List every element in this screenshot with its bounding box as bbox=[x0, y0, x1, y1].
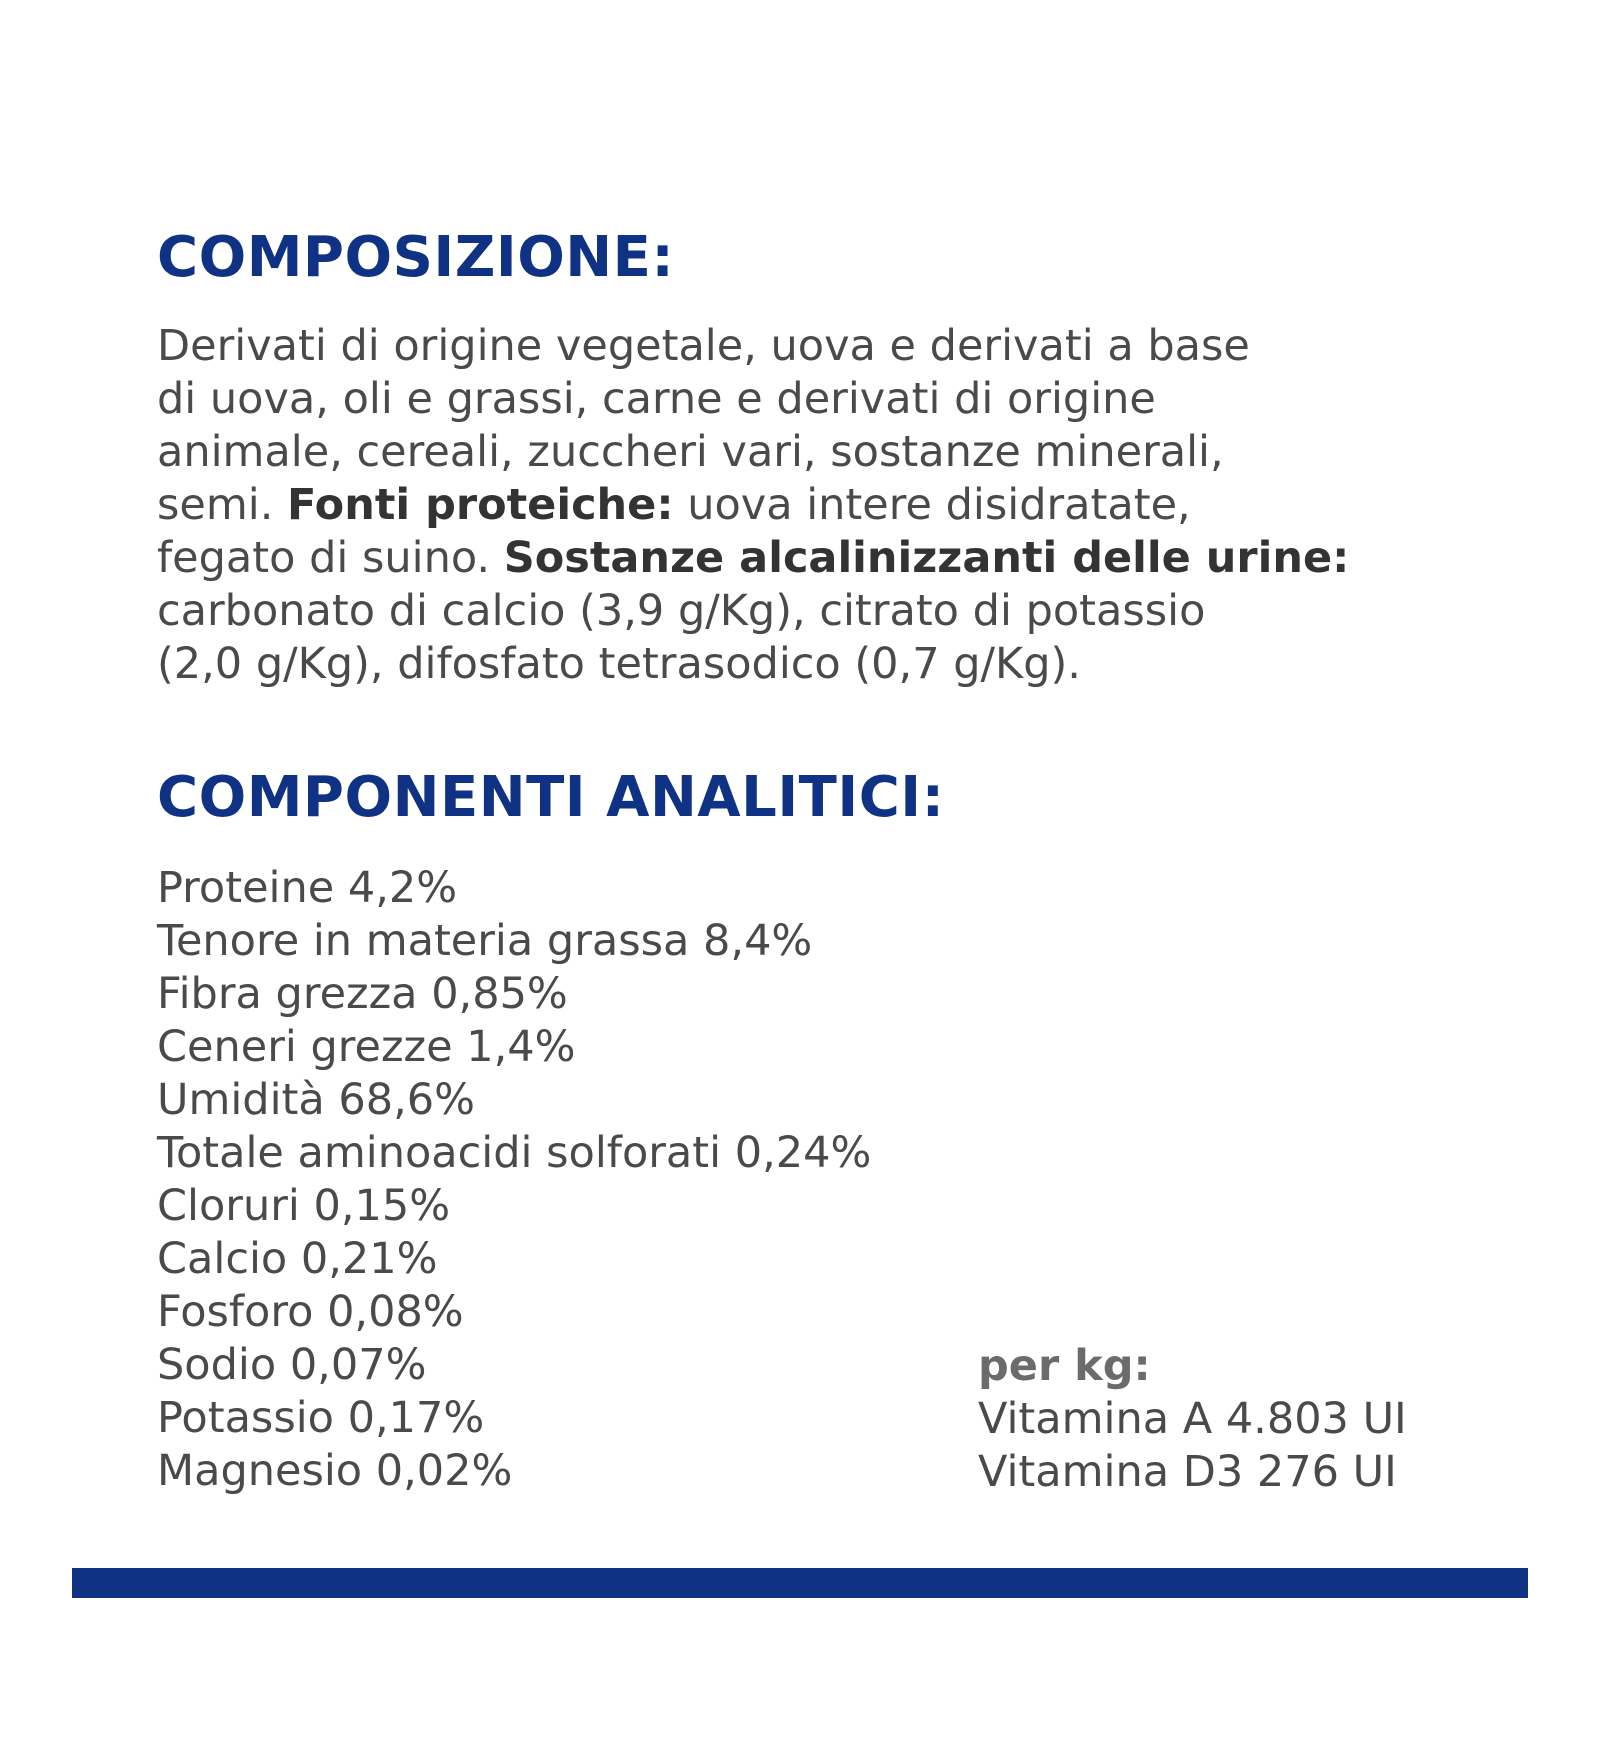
analytical-item: Calcio 0,21% bbox=[157, 1234, 438, 1284]
composition-text bbox=[157, 320, 1487, 691]
per-kg-label: per kg: bbox=[978, 1341, 1151, 1391]
analytical-item: Totale aminoacidi solforati 0,24% bbox=[157, 1128, 872, 1178]
analytical-item: Proteine 4,2% bbox=[157, 863, 458, 913]
protein-sources-label: Fonti proteiche: bbox=[287, 480, 674, 530]
analytical-item: Fosforo 0,08% bbox=[157, 1287, 464, 1337]
analytical-item: Cloruri 0,15% bbox=[157, 1181, 451, 1231]
analytical-item: Fibra grezza 0,85% bbox=[157, 969, 568, 1019]
composition-line: di uova, oli e grassi, carne e derivati di origine bbox=[157, 374, 1156, 424]
analytical-item: Sodio 0,07% bbox=[157, 1340, 427, 1390]
vitamins-block bbox=[978, 1340, 1407, 1499]
composition-line: Derivati di origine vegetale, uova e derivati a base bbox=[157, 321, 1250, 371]
vitamin-item: Vitamina D3 276 UI bbox=[978, 1447, 1397, 1497]
analytical-item: Magnesio 0,02% bbox=[157, 1446, 513, 1496]
composition-text-segment: uova intere disidratate, bbox=[673, 480, 1191, 530]
composition-line bbox=[157, 532, 1487, 585]
composition-line: (2,0 g/Kg), difosfato tetrasodico (0,7 g/Kg). bbox=[157, 639, 1081, 689]
analytical-item: Ceneri grezze 1,4% bbox=[157, 1022, 576, 1072]
composition-text-segment: semi. bbox=[157, 480, 288, 530]
vitamin-item: Vitamina A 4.803 UI bbox=[978, 1394, 1407, 1444]
composizione-heading: COMPOSIZIONE: bbox=[157, 225, 675, 290]
composition-line bbox=[157, 479, 1487, 532]
composition-text-segment: fegato di suino. bbox=[157, 533, 504, 583]
composition-line: animale, cereali, zuccheri vari, sostanze minerali, bbox=[157, 427, 1224, 477]
bottom-divider-bar bbox=[72, 1568, 1528, 1598]
componenti-analitici-heading: COMPONENTI ANALITICI: bbox=[157, 765, 945, 830]
urine-alkalizing-label: Sostanze alcalinizzanti delle urine: bbox=[503, 533, 1350, 583]
analytical-item: Tenore in materia grassa 8,4% bbox=[157, 916, 813, 966]
analytical-components-list bbox=[157, 862, 871, 1498]
analytical-item: Umidità 68,6% bbox=[157, 1075, 476, 1125]
composition-line: carbonato di calcio (3,9 g/Kg), citrato di potassio bbox=[157, 586, 1206, 636]
analytical-item: Potassio 0,17% bbox=[157, 1393, 485, 1443]
